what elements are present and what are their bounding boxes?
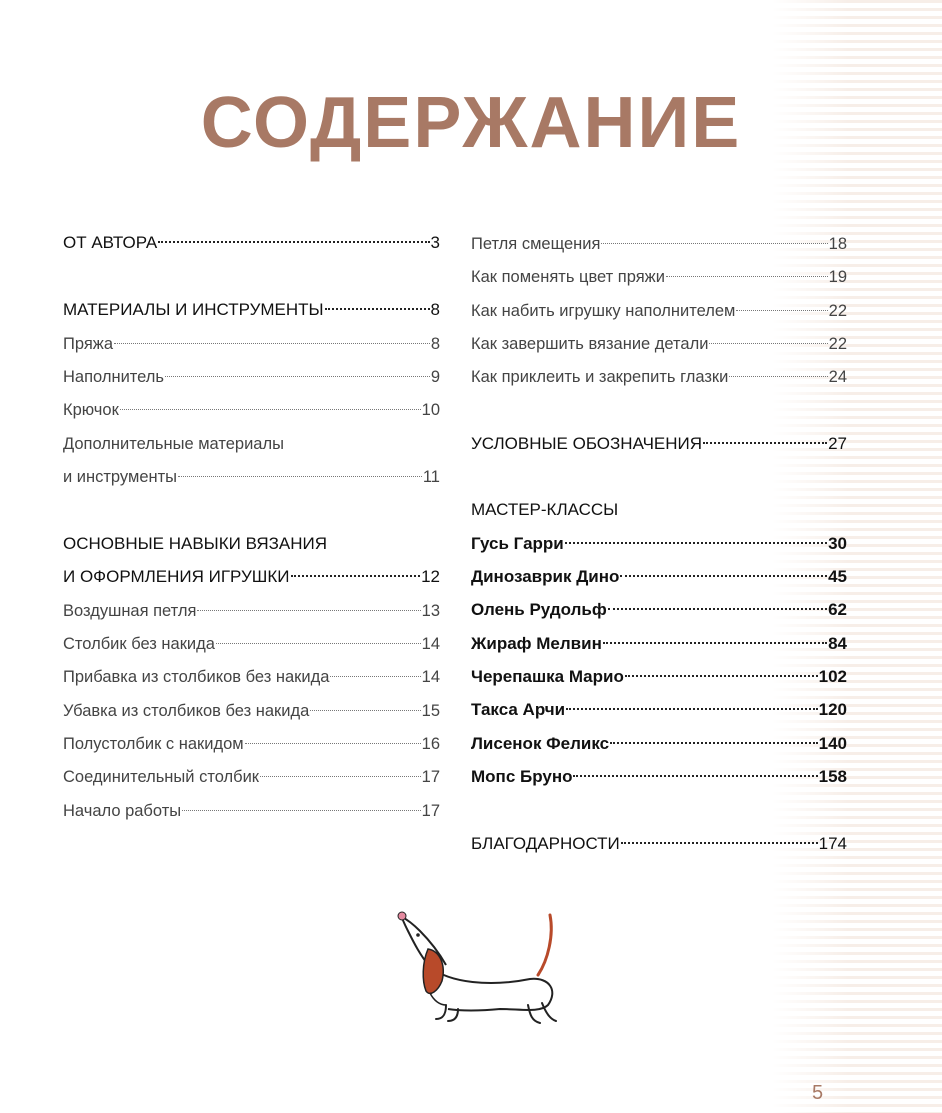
- toc-entry[interactable]: [471, 697, 847, 723]
- dot-leader: [260, 776, 421, 777]
- toc-entry-line[interactable]: [63, 431, 440, 457]
- toc-entry-page: 24: [828, 368, 847, 386]
- toc-entry[interactable]: [63, 731, 440, 757]
- toc-entry[interactable]: [471, 231, 847, 257]
- toc-entry[interactable]: [471, 264, 847, 290]
- dot-leader: [165, 376, 430, 377]
- toc-entry[interactable]: [471, 364, 847, 390]
- dot-leader: [158, 241, 429, 243]
- toc-entry-page: 17: [421, 802, 440, 820]
- toc-entry[interactable]: [471, 564, 847, 590]
- toc-entry-page: 140: [818, 734, 847, 753]
- toc-entry-label: УСЛОВНЫЕ ОБОЗНАЧЕНИЯ: [471, 434, 703, 453]
- toc-entry-label: Такса Арчи: [471, 700, 566, 719]
- dot-leader: [120, 409, 421, 410]
- toc-entry[interactable]: [471, 731, 847, 757]
- toc-entry-page: 3: [430, 233, 440, 252]
- toc-entry[interactable]: [63, 464, 440, 490]
- dot-leader: [216, 643, 421, 644]
- toc-entry[interactable]: [63, 564, 440, 590]
- toc-entry-page: 9: [430, 368, 440, 386]
- toc-entry-page: 15: [421, 702, 440, 720]
- dot-leader: [601, 243, 827, 244]
- toc-entry-label: Столбик без накида: [63, 635, 215, 653]
- dot-leader: [310, 710, 420, 711]
- toc-entry-label: Как приклеить и закрепить глазки: [471, 368, 729, 386]
- toc-entry[interactable]: [63, 230, 440, 256]
- toc-entry-label: Крючок: [63, 401, 119, 419]
- toc-entry-label: ОТ АВТОРА: [63, 233, 158, 252]
- toc-entry-line[interactable]: [63, 531, 440, 557]
- toc-entry-label: Полустолбик с накидом: [63, 735, 244, 753]
- toc-entry-label: Гусь Гарри: [471, 534, 564, 553]
- toc-entry-page: 12: [421, 567, 440, 586]
- toc-entry[interactable]: [471, 664, 847, 690]
- toc-entry-label: Динозаврик Дино: [471, 567, 620, 586]
- dot-leader: [625, 675, 818, 677]
- toc-entry[interactable]: [63, 764, 440, 790]
- toc-entry-label: Жираф Мелвин: [471, 634, 602, 653]
- toc-entry-label: Пряжа: [63, 335, 113, 353]
- dot-leader: [197, 610, 420, 611]
- toc-entry-label: Соединительный столбик: [63, 768, 260, 786]
- toc-entry-page: 11: [422, 468, 440, 486]
- toc-entry[interactable]: [471, 764, 847, 790]
- toc-section-heading: [471, 497, 847, 523]
- dot-leader: [603, 642, 827, 644]
- toc-entry-label: Воздушная петля: [63, 602, 197, 620]
- dot-leader: [325, 308, 430, 310]
- toc-entry-page: 8: [430, 300, 440, 319]
- toc-entry-label: Олень Рудольф: [471, 600, 607, 619]
- dot-leader: [114, 343, 430, 344]
- dot-leader: [566, 708, 818, 710]
- toc-entry[interactable]: [63, 798, 440, 824]
- toc-entry-page: 19: [828, 268, 847, 286]
- toc-entry-page: 158: [818, 767, 847, 786]
- toc-entry-page: 22: [828, 335, 847, 353]
- toc-entry-page: 84: [828, 634, 847, 653]
- toc-entry-label: ОСНОВНЫЕ НАВЫКИ ВЯЗАНИЯ: [63, 534, 328, 553]
- toc-entry[interactable]: [63, 698, 440, 724]
- dot-leader: [621, 842, 818, 844]
- page-number: 5: [812, 1082, 824, 1104]
- dot-leader: [703, 442, 827, 444]
- toc-entry-label: Дополнительные материалы: [63, 435, 284, 453]
- toc-entry[interactable]: [63, 598, 440, 624]
- toc-entry[interactable]: [471, 631, 847, 657]
- dot-leader: [573, 775, 817, 777]
- dot-leader: [245, 743, 421, 744]
- toc-entry-page: 10: [421, 401, 440, 419]
- toc-entry-label: Прибавка из столбиков без накида: [63, 668, 330, 686]
- toc-entry-page: 17: [421, 768, 440, 786]
- toc-entry-page: 16: [421, 735, 440, 753]
- toc-entry-page: 120: [818, 700, 847, 719]
- dot-leader: [178, 476, 422, 477]
- toc-entry[interactable]: [471, 831, 847, 857]
- toc-entry-label: Мопс Бруно: [471, 767, 573, 786]
- toc-entry[interactable]: [471, 531, 847, 557]
- toc-entry-label: Петля смещения: [471, 235, 601, 253]
- page-title: СОДЕРЖАНИЕ: [200, 83, 742, 163]
- toc-entry[interactable]: [471, 597, 847, 623]
- dot-leader: [610, 742, 818, 744]
- dot-leader: [666, 276, 828, 277]
- toc-entry-page: 102: [818, 667, 847, 686]
- toc-entry[interactable]: [63, 397, 440, 423]
- dot-leader: [182, 810, 421, 811]
- toc-entry-page: 27: [828, 434, 847, 453]
- toc-entry[interactable]: [471, 298, 847, 324]
- toc-entry[interactable]: [63, 664, 440, 690]
- dot-leader: [620, 575, 827, 577]
- toc-entry-page: 14: [421, 668, 440, 686]
- dot-leader: [736, 310, 827, 311]
- toc-entry-page: 18: [828, 235, 847, 253]
- dot-leader: [729, 376, 827, 377]
- toc-entry-label: И ОФОРМЛЕНИЯ ИГРУШКИ: [63, 567, 290, 586]
- toc-entry[interactable]: [471, 331, 847, 357]
- toc-entry-label: Как набить игрушку наполнителем: [471, 302, 736, 320]
- toc-entry-page: 8: [430, 335, 440, 353]
- toc-entry-label: Начало работы: [63, 802, 182, 820]
- toc-entry-label: МАТЕРИАЛЫ И ИНСТРУМЕНТЫ: [63, 300, 324, 319]
- toc-entry-page: 174: [818, 834, 847, 853]
- dot-leader: [608, 608, 827, 610]
- toc-entry-page: 45: [828, 567, 847, 586]
- toc-entry-page: 13: [421, 602, 440, 620]
- toc-entry-label: Лисенок Феликс: [471, 734, 610, 753]
- dot-leader: [565, 542, 827, 544]
- toc-entry-label: и инструменты: [63, 468, 178, 486]
- toc-entry[interactable]: [63, 297, 440, 323]
- toc-entry-page: 62: [828, 600, 847, 619]
- toc-entry-page: 22: [828, 302, 847, 320]
- toc-entry-label: Черепашка Марио: [471, 667, 624, 686]
- toc-entry-label: Как поменять цвет пряжи: [471, 268, 665, 286]
- dot-leader: [330, 676, 420, 677]
- toc-entry-label: Как завершить вязание детали: [471, 335, 709, 353]
- toc-entry-label: Наполнитель: [63, 368, 165, 386]
- toc-entry[interactable]: [63, 364, 440, 390]
- toc-entry[interactable]: [63, 631, 440, 657]
- toc-entry-page: 14: [421, 635, 440, 653]
- toc-entry-page: 30: [828, 534, 847, 553]
- toc-entry[interactable]: [471, 431, 847, 457]
- toc-entry-label: МАСТЕР-КЛАССЫ: [471, 500, 619, 519]
- dot-leader: [291, 575, 421, 577]
- toc-entry-label: БЛАГОДАРНОСТИ: [471, 834, 620, 853]
- toc-entry-label: Убавка из столбиков без накида: [63, 702, 310, 720]
- dot-leader: [709, 343, 827, 344]
- dachshund-illustration-icon: [390, 905, 565, 1030]
- toc-entry[interactable]: [63, 331, 440, 357]
